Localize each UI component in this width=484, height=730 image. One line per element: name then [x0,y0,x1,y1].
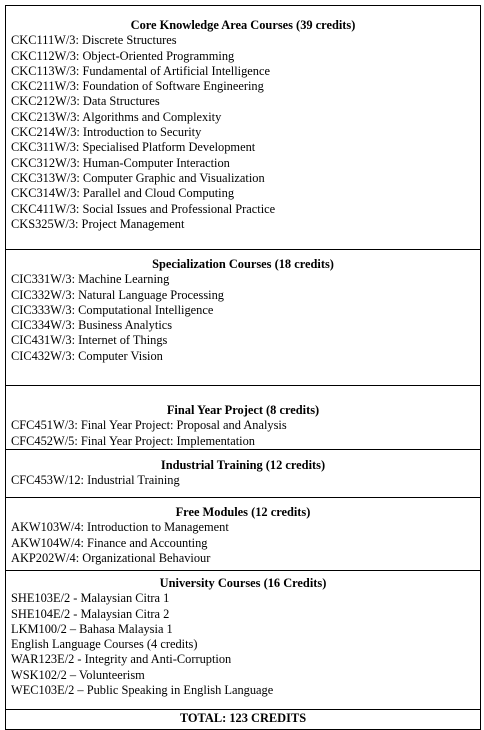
course-item: CFC452W/5: Final Year Project: Implementation [11,433,256,448]
section-title: Specialization Courses (18 credits) [152,257,334,271]
course-item: CFC451W/3: Final Year Project: Proposal and Analysis [11,418,287,433]
course-item: CKC212W/3: Data Structures [11,94,160,109]
course-structure-table [5,5,481,730]
course-item: WEC103E/2 – Public Speaking in English Language [11,683,274,698]
course-item: CIC334W/3: Business Analytics [11,318,173,333]
course-item: English Language Courses (4 credits) [11,637,198,652]
course-item: CKC411W/3: Social Issues and Professional Practice [11,201,276,216]
course-item: SHE104E/2 - Malaysian Citra 2 [11,606,170,621]
section-title: University Courses (16 Credits) [159,576,327,590]
industrial-training-section [6,450,480,498]
course-item: CKS325W/3: Project Management [11,216,185,231]
course-item: CKC111W/3: Discrete Structures [11,33,177,48]
course-item: CKC313W/3: Computer Graphic and Visualization [11,170,265,185]
course-item: AKP202W/4: Organizational Behaviour [11,550,211,565]
university-courses-section [6,571,480,710]
total-credits-row [6,710,480,729]
course-item: WAR123E/2 - Integrity and Anti-Corruption [11,652,232,667]
course-item: CKC211W/3: Foundation of Software Engineering [11,79,264,94]
core-knowledge-section [6,6,480,250]
free-modules-section [6,498,480,571]
course-item: CKC214W/3: Introduction to Security [11,125,202,140]
course-item: CKC112W/3: Object-Oriented Programming [11,48,235,63]
course-item: CIC331W/3: Machine Learning [11,272,170,287]
course-item: WSK102/2 – Volunteerism [11,667,145,682]
total-credits: TOTAL: 123 CREDITS [179,711,307,725]
course-item: CIC432W/3: Computer Vision [11,348,163,363]
course-item: CIC333W/3: Computational Intelligence [11,302,214,317]
course-item: CKC311W/3: Specialised Platform Development [11,140,256,155]
section-title: Core Knowledge Area Courses (39 credits) [130,18,356,32]
section-title: Industrial Training (12 credits) [160,458,326,472]
course-item: CKC213W/3: Algorithms and Complexity [11,109,222,124]
course-item: CKC312W/3: Human-Computer Interaction [11,155,230,170]
course-item: CKC314W/3: Parallel and Cloud Computing [11,186,235,201]
course-item: AKW103W/4: Introduction to Management [11,520,229,535]
course-item: CIC431W/3: Internet of Things [11,333,168,348]
course-item: SHE103E/2 - Malaysian Citra 1 [11,591,170,606]
section-title: Free Modules (12 credits) [175,505,311,519]
course-item: CKC113W/3: Fundamental of Artificial Intelligence [11,63,270,78]
course-item: AKW104W/4: Finance and Accounting [11,535,208,550]
course-item: CIC332W/3: Natural Language Processing [11,287,225,302]
course-item: CFC453W/12: Industrial Training [11,473,180,488]
specialization-section [6,250,480,386]
final-year-project-section [6,386,480,450]
section-title: Final Year Project (8 credits) [166,403,320,417]
course-item: LKM100/2 – Bahasa Malaysia 1 [11,621,173,636]
